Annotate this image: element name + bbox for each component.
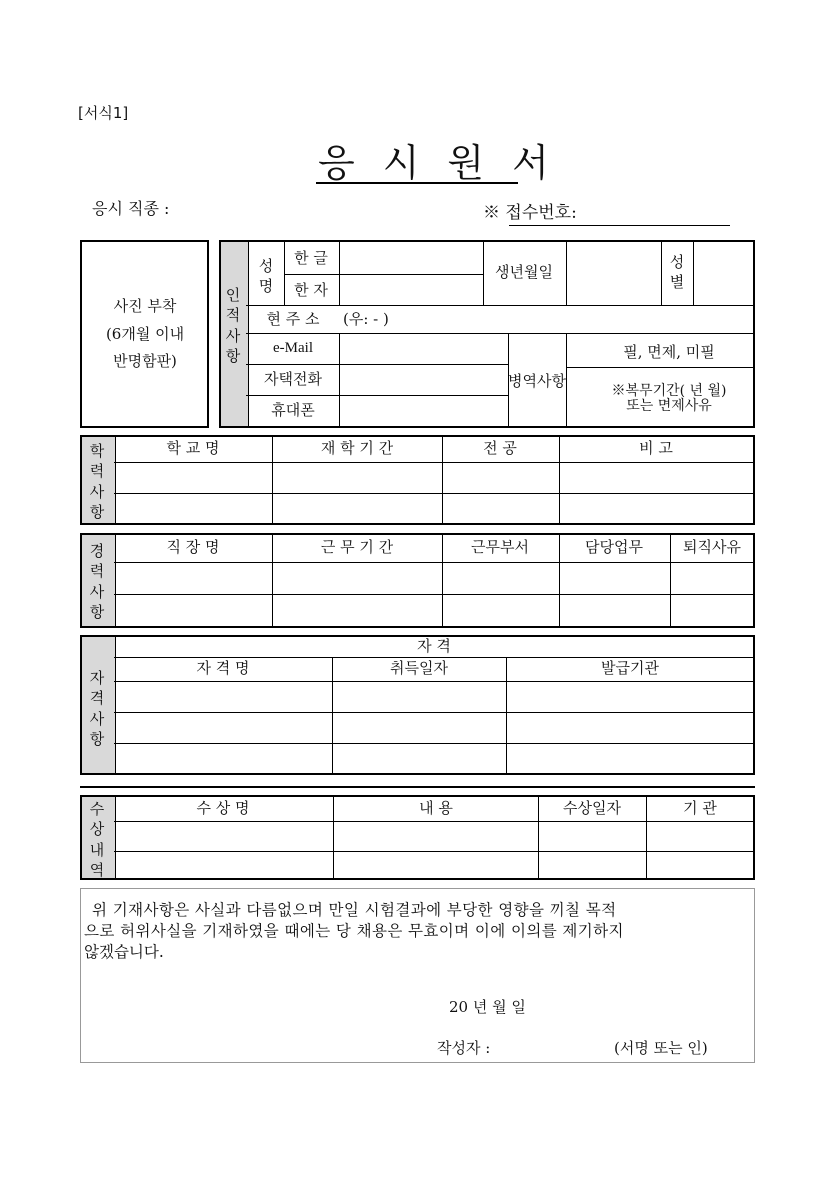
military-reason: 또는 면제사유 [626,398,712,414]
writer-label: 작성자 : [437,1039,491,1057]
job-label: 응시 직종 : [92,199,170,218]
awards-header-content: 내 용 [419,799,453,817]
declaration-line2: 으로 허위사실을 기재하였을 때에는 당 채용은 무효이며 이에 이의를 제기하지 [84,922,624,940]
awards-header-date: 수상일자 [563,799,621,817]
license-header-issuer: 발급기관 [601,659,659,677]
hanja-name-field[interactable] [341,276,481,303]
license-group-header: 자 격 [417,637,451,655]
birth-field[interactable] [568,243,659,303]
license-header-date: 취득일자 [390,659,448,677]
license-table [80,635,755,775]
edu-header-period: 재 학 기 간 [320,439,394,457]
home-phone-label: 자택전화 [264,370,322,388]
mobile-label: 휴대폰 [271,401,315,419]
gender-field[interactable] [695,243,752,303]
personal-section-label: 인적사항 [225,286,241,365]
gender-label: 성별 [669,253,685,292]
writer-field[interactable] [515,1036,610,1060]
awards-header-org: 기 관 [683,799,717,817]
edu-header-school: 학 교 명 [166,439,220,457]
declaration-line3: 않겠습니다. [84,943,164,961]
section-divider [80,786,755,788]
name-label: 성명 [258,257,274,296]
birth-label: 생년월일 [495,263,553,281]
home-phone-field[interactable] [341,366,506,393]
military-options[interactable]: 필, 면제, 미필 [623,343,715,361]
address-label: 현 주 소 [266,310,320,328]
photo-line3: 반명함판) [113,352,177,370]
career-section-label: 경력사항 [89,542,105,621]
mobile-field[interactable] [341,397,506,424]
hangul-label: 한 글 [294,249,328,267]
page-title: 응시원서 [318,141,577,185]
awards-header-name: 수 상 명 [196,799,250,817]
career-header-company: 직 장 명 [166,538,220,556]
military-label: 병역사항 [508,372,566,390]
education-section-label: 학력사항 [89,442,105,521]
address-field[interactable]: (우: - ) [343,310,389,328]
awards-section-label: 수상내역 [89,800,105,879]
sign-label: (서명 또는 인) [614,1039,708,1057]
email-field[interactable] [341,335,506,362]
career-header-duty: 담당업무 [585,538,643,556]
declaration-date: 20 년 월 일 [449,998,526,1016]
receipt-label: ※ 접수번호: [483,203,577,223]
form-number: [서식1] [78,104,129,122]
edu-header-note: 비 고 [639,439,673,457]
photo-line2: (6개월 이내 [105,325,185,343]
license-header-name: 자 격 명 [196,659,250,677]
license-section-label: 자격사항 [89,669,105,748]
title-underline [316,182,518,184]
awards-table [80,795,755,880]
career-header-period: 근 무 기 간 [320,538,394,556]
career-header-reason: 퇴직사유 [683,538,741,556]
photo-line1: 사진 부착 [113,297,177,315]
hanja-label: 한 자 [294,281,328,299]
declaration-line1: 위 기재사항은 사실과 다름없으며 만일 시험결과에 부당한 영향을 끼칠 목적 [92,901,617,919]
edu-header-major: 전 공 [483,439,517,457]
career-header-dept: 근무부서 [471,538,529,556]
hangul-name-field[interactable] [341,243,481,272]
email-label: e-Mail [273,340,313,356]
military-period: ※복무기간( 년 월) [611,383,727,399]
receipt-underline [509,225,730,226]
